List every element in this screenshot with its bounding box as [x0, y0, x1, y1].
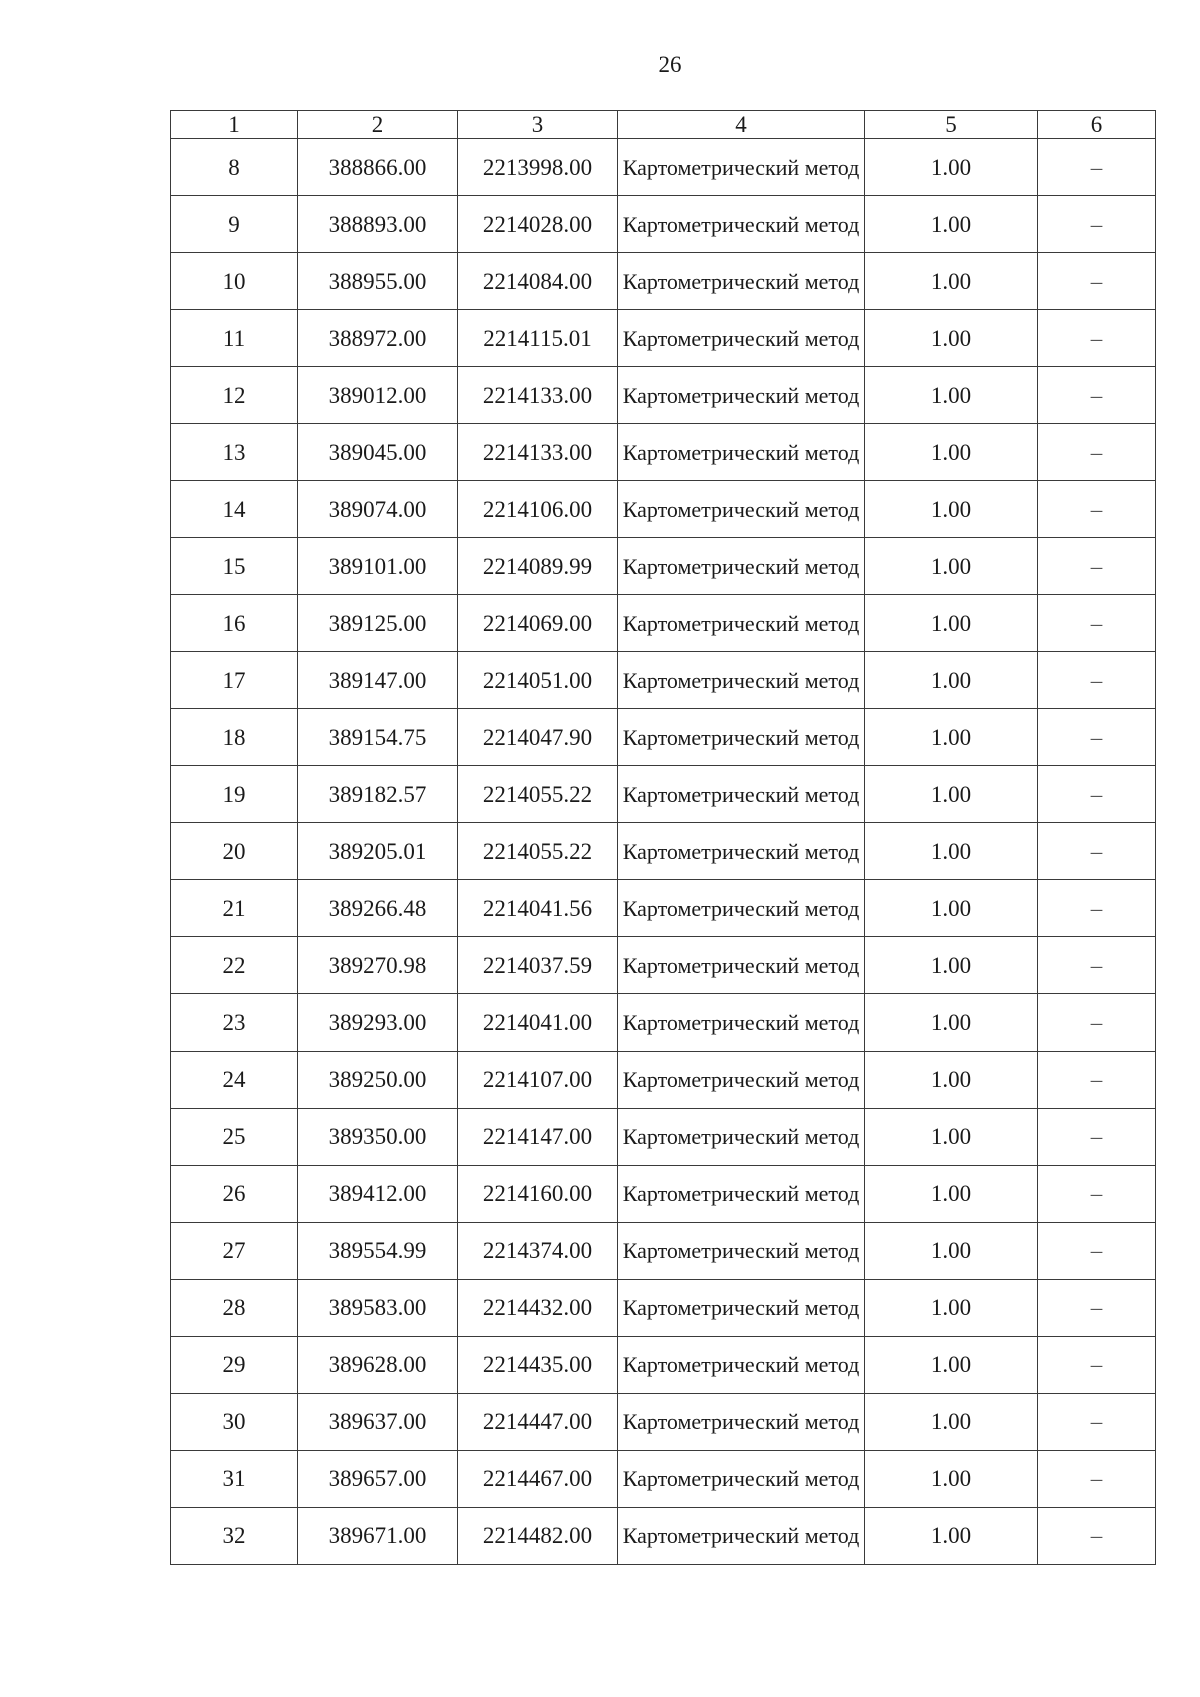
- point-number-cell: 30: [171, 1393, 298, 1450]
- accuracy-cell: 1.00: [865, 1336, 1038, 1393]
- accuracy-cell: 1.00: [865, 310, 1038, 367]
- x-coordinate-cell: 388972.00: [298, 310, 458, 367]
- point-number-cell: 14: [171, 481, 298, 538]
- note-cell: –: [1038, 481, 1156, 538]
- accuracy-cell: 1.00: [865, 1393, 1038, 1450]
- note-cell: –: [1038, 595, 1156, 652]
- method-cell: Картометрический метод: [618, 1222, 865, 1279]
- y-coordinate-cell: 2214047.90: [458, 709, 618, 766]
- method-cell: Картометрический метод: [618, 880, 865, 937]
- table-row: [171, 196, 1156, 253]
- x-coordinate-cell: 389671.00: [298, 1507, 458, 1564]
- method-cell: Картометрический метод: [618, 1108, 865, 1165]
- table-row: [171, 424, 1156, 481]
- table-row: [171, 595, 1156, 652]
- x-coordinate-cell: 388955.00: [298, 253, 458, 310]
- note-cell: –: [1038, 1222, 1156, 1279]
- accuracy-cell: 1.00: [865, 538, 1038, 595]
- note-cell: –: [1038, 424, 1156, 481]
- y-coordinate-cell: 2214160.00: [458, 1165, 618, 1222]
- table-row: [171, 139, 1156, 196]
- table-row: [171, 880, 1156, 937]
- point-number-cell: 25: [171, 1108, 298, 1165]
- table-row: [171, 310, 1156, 367]
- table-row: [171, 652, 1156, 709]
- note-cell: –: [1038, 1108, 1156, 1165]
- point-number-cell: 23: [171, 994, 298, 1051]
- note-cell: –: [1038, 823, 1156, 880]
- point-number-cell: 13: [171, 424, 298, 481]
- y-coordinate-cell: 2214037.59: [458, 937, 618, 994]
- x-coordinate-cell: 389182.57: [298, 766, 458, 823]
- note-cell: –: [1038, 937, 1156, 994]
- accuracy-cell: 1.00: [865, 1450, 1038, 1507]
- accuracy-cell: 1.00: [865, 823, 1038, 880]
- column-header: 1: [171, 111, 298, 139]
- x-coordinate-cell: 389583.00: [298, 1279, 458, 1336]
- method-cell: Картометрический метод: [618, 424, 865, 481]
- column-header: 3: [458, 111, 618, 139]
- y-coordinate-cell: 2214069.00: [458, 595, 618, 652]
- x-coordinate-cell: 389074.00: [298, 481, 458, 538]
- accuracy-cell: 1.00: [865, 253, 1038, 310]
- method-cell: Картометрический метод: [618, 1450, 865, 1507]
- point-number-cell: 32: [171, 1507, 298, 1564]
- accuracy-cell: 1.00: [865, 139, 1038, 196]
- method-cell: Картометрический метод: [618, 481, 865, 538]
- note-cell: –: [1038, 709, 1156, 766]
- x-coordinate-cell: 389205.01: [298, 823, 458, 880]
- point-number-cell: 29: [171, 1336, 298, 1393]
- point-number-cell: 22: [171, 937, 298, 994]
- table-row: [171, 481, 1156, 538]
- x-coordinate-cell: 389350.00: [298, 1108, 458, 1165]
- point-number-cell: 12: [171, 367, 298, 424]
- x-coordinate-cell: 389657.00: [298, 1450, 458, 1507]
- y-coordinate-cell: 2213998.00: [458, 139, 618, 196]
- point-number-cell: 16: [171, 595, 298, 652]
- x-coordinate-cell: 388893.00: [298, 196, 458, 253]
- x-coordinate-cell: 389101.00: [298, 538, 458, 595]
- accuracy-cell: 1.00: [865, 1165, 1038, 1222]
- x-coordinate-cell: 389554.99: [298, 1222, 458, 1279]
- point-number-cell: 17: [171, 652, 298, 709]
- accuracy-cell: 1.00: [865, 652, 1038, 709]
- method-cell: Картометрический метод: [618, 1279, 865, 1336]
- note-cell: –: [1038, 538, 1156, 595]
- point-number-cell: 19: [171, 766, 298, 823]
- y-coordinate-cell: 2214133.00: [458, 424, 618, 481]
- point-number-cell: 18: [171, 709, 298, 766]
- method-cell: Картометрический метод: [618, 538, 865, 595]
- method-cell: Картометрический метод: [618, 1165, 865, 1222]
- note-cell: –: [1038, 880, 1156, 937]
- method-cell: Картометрический метод: [618, 937, 865, 994]
- accuracy-cell: 1.00: [865, 1279, 1038, 1336]
- column-header: 5: [865, 111, 1038, 139]
- method-cell: Картометрический метод: [618, 253, 865, 310]
- note-cell: –: [1038, 1051, 1156, 1108]
- accuracy-cell: 1.00: [865, 1222, 1038, 1279]
- note-cell: –: [1038, 1450, 1156, 1507]
- accuracy-cell: 1.00: [865, 1051, 1038, 1108]
- x-coordinate-cell: 389637.00: [298, 1393, 458, 1450]
- table-row: [171, 994, 1156, 1051]
- accuracy-cell: 1.00: [865, 595, 1038, 652]
- x-coordinate-cell: 389045.00: [298, 424, 458, 481]
- column-header: 2: [298, 111, 458, 139]
- accuracy-cell: 1.00: [865, 367, 1038, 424]
- y-coordinate-cell: 2214115.01: [458, 310, 618, 367]
- y-coordinate-cell: 2214051.00: [458, 652, 618, 709]
- column-header: 6: [1038, 111, 1156, 139]
- y-coordinate-cell: 2214133.00: [458, 367, 618, 424]
- accuracy-cell: 1.00: [865, 1507, 1038, 1564]
- table-row: [171, 1165, 1156, 1222]
- table-row: [171, 1222, 1156, 1279]
- table-row: [171, 766, 1156, 823]
- note-cell: –: [1038, 766, 1156, 823]
- point-number-cell: 26: [171, 1165, 298, 1222]
- table-body: [171, 139, 1156, 1565]
- x-coordinate-cell: 389147.00: [298, 652, 458, 709]
- point-number-cell: 27: [171, 1222, 298, 1279]
- accuracy-cell: 1.00: [865, 766, 1038, 823]
- note-cell: –: [1038, 652, 1156, 709]
- note-cell: –: [1038, 1507, 1156, 1564]
- point-number-cell: 8: [171, 139, 298, 196]
- point-number-cell: 15: [171, 538, 298, 595]
- method-cell: Картометрический метод: [618, 1336, 865, 1393]
- note-cell: –: [1038, 994, 1156, 1051]
- y-coordinate-cell: 2214055.22: [458, 823, 618, 880]
- table-row: [171, 1279, 1156, 1336]
- x-coordinate-cell: 389012.00: [298, 367, 458, 424]
- point-number-cell: 28: [171, 1279, 298, 1336]
- table-row: [171, 253, 1156, 310]
- note-cell: –: [1038, 367, 1156, 424]
- table-row: [171, 367, 1156, 424]
- note-cell: –: [1038, 1279, 1156, 1336]
- method-cell: Картометрический метод: [618, 652, 865, 709]
- x-coordinate-cell: 389154.75: [298, 709, 458, 766]
- accuracy-cell: 1.00: [865, 1108, 1038, 1165]
- note-cell: –: [1038, 139, 1156, 196]
- y-coordinate-cell: 2214432.00: [458, 1279, 618, 1336]
- y-coordinate-cell: 2214028.00: [458, 196, 618, 253]
- table-row: [171, 1051, 1156, 1108]
- table-header-row: [171, 111, 1156, 139]
- y-coordinate-cell: 2214089.99: [458, 538, 618, 595]
- note-cell: –: [1038, 1336, 1156, 1393]
- table-row: [171, 1450, 1156, 1507]
- accuracy-cell: 1.00: [865, 196, 1038, 253]
- note-cell: –: [1038, 1165, 1156, 1222]
- y-coordinate-cell: 2214055.22: [458, 766, 618, 823]
- y-coordinate-cell: 2214447.00: [458, 1393, 618, 1450]
- x-coordinate-cell: 389266.48: [298, 880, 458, 937]
- accuracy-cell: 1.00: [865, 937, 1038, 994]
- table-row: [171, 823, 1156, 880]
- y-coordinate-cell: 2214147.00: [458, 1108, 618, 1165]
- accuracy-cell: 1.00: [865, 880, 1038, 937]
- y-coordinate-cell: 2214374.00: [458, 1222, 618, 1279]
- x-coordinate-cell: 389270.98: [298, 937, 458, 994]
- table-row: [171, 1393, 1156, 1450]
- method-cell: Картометрический метод: [618, 139, 865, 196]
- method-cell: Картометрический метод: [618, 709, 865, 766]
- point-number-cell: 21: [171, 880, 298, 937]
- accuracy-cell: 1.00: [865, 481, 1038, 538]
- method-cell: Картометрический метод: [618, 1051, 865, 1108]
- point-number-cell: 11: [171, 310, 298, 367]
- method-cell: Картометрический метод: [618, 823, 865, 880]
- point-number-cell: 31: [171, 1450, 298, 1507]
- y-coordinate-cell: 2214106.00: [458, 481, 618, 538]
- y-coordinate-cell: 2214482.00: [458, 1507, 618, 1564]
- y-coordinate-cell: 2214041.56: [458, 880, 618, 937]
- method-cell: Картометрический метод: [618, 367, 865, 424]
- point-number-cell: 9: [171, 196, 298, 253]
- table-row: [171, 1336, 1156, 1393]
- table-row: [171, 1507, 1156, 1564]
- table-row: [171, 937, 1156, 994]
- method-cell: Картометрический метод: [618, 310, 865, 367]
- note-cell: –: [1038, 253, 1156, 310]
- x-coordinate-cell: 389293.00: [298, 994, 458, 1051]
- method-cell: Картометрический метод: [618, 196, 865, 253]
- note-cell: –: [1038, 196, 1156, 253]
- table-row: [171, 538, 1156, 595]
- method-cell: Картометрический метод: [618, 595, 865, 652]
- y-coordinate-cell: 2214041.00: [458, 994, 618, 1051]
- x-coordinate-cell: 388866.00: [298, 139, 458, 196]
- page-number: 26: [658, 52, 682, 77]
- y-coordinate-cell: 2214435.00: [458, 1336, 618, 1393]
- accuracy-cell: 1.00: [865, 709, 1038, 766]
- note-cell: –: [1038, 1393, 1156, 1450]
- y-coordinate-cell: 2214467.00: [458, 1450, 618, 1507]
- y-coordinate-cell: 2214107.00: [458, 1051, 618, 1108]
- method-cell: Картометрический метод: [618, 1393, 865, 1450]
- point-number-cell: 24: [171, 1051, 298, 1108]
- method-cell: Картометрический метод: [618, 994, 865, 1051]
- y-coordinate-cell: 2214084.00: [458, 253, 618, 310]
- accuracy-cell: 1.00: [865, 994, 1038, 1051]
- table-row: [171, 1108, 1156, 1165]
- method-cell: Картометрический метод: [618, 766, 865, 823]
- method-cell: Картометрический метод: [618, 1507, 865, 1564]
- table-row: [171, 709, 1156, 766]
- point-number-cell: 20: [171, 823, 298, 880]
- x-coordinate-cell: 389125.00: [298, 595, 458, 652]
- x-coordinate-cell: 389250.00: [298, 1051, 458, 1108]
- point-number-cell: 10: [171, 253, 298, 310]
- note-cell: –: [1038, 310, 1156, 367]
- coordinates-table: [170, 110, 1156, 1565]
- x-coordinate-cell: 389412.00: [298, 1165, 458, 1222]
- accuracy-cell: 1.00: [865, 424, 1038, 481]
- column-header: 4: [618, 111, 865, 139]
- x-coordinate-cell: 389628.00: [298, 1336, 458, 1393]
